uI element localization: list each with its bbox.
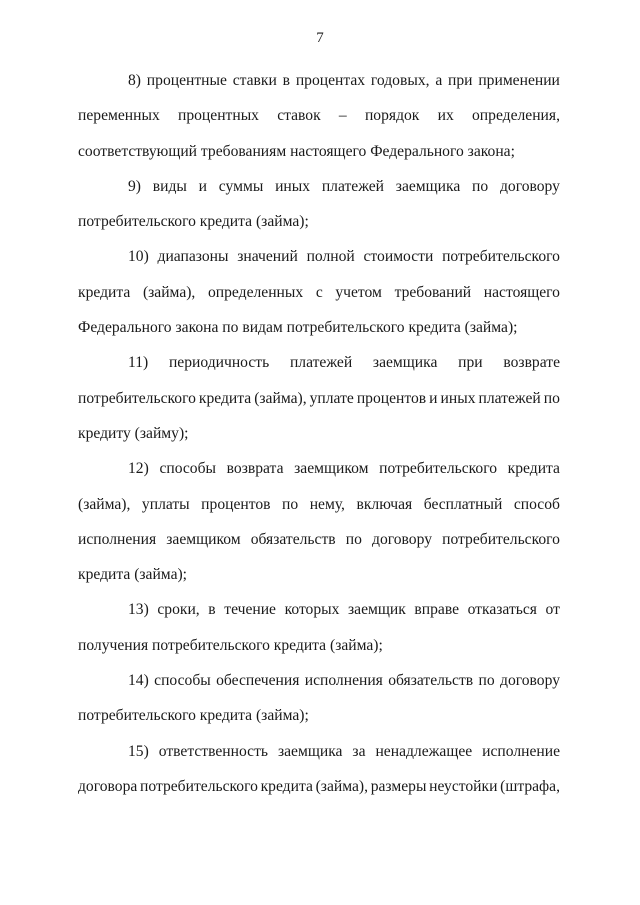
text-line: [78, 169, 560, 204]
text-line: получения потребительского кредита (займа);: [78, 636, 383, 654]
text-line: соответствующий требованиям настоящего Федерального закона;: [78, 142, 515, 160]
word: заемщик: [348, 601, 406, 619]
word: ненадлежащее: [375, 742, 473, 760]
word: договора: [78, 777, 138, 795]
word: ставки: [232, 72, 277, 89]
word: исполнения: [78, 530, 157, 548]
text-line: [78, 451, 560, 486]
text-line: Федерального закона по видам потребительского кредита (займа);: [78, 319, 518, 337]
word: (займа),: [78, 495, 131, 513]
word: обязательств: [388, 672, 474, 690]
text-line: [78, 734, 560, 769]
word: исполнения: [304, 672, 383, 690]
word: вправе: [414, 601, 460, 619]
word: по: [543, 389, 560, 407]
word: 10): [128, 248, 149, 266]
word: нему,: [309, 495, 345, 513]
text-line: [78, 98, 560, 133]
word: договору: [500, 672, 560, 690]
word: заемщиком: [166, 530, 241, 548]
word: неустойки: [429, 777, 498, 795]
word: 15): [128, 742, 149, 760]
word: размеры: [370, 777, 427, 795]
word: потребительского: [78, 389, 196, 407]
word: бесплатный: [423, 495, 503, 513]
word: по: [282, 495, 299, 513]
word: переменных: [78, 107, 160, 125]
word: способы: [159, 460, 217, 478]
word: течение: [224, 601, 276, 619]
word: при: [458, 354, 483, 372]
word: их: [437, 107, 454, 125]
word: виды: [152, 177, 187, 195]
word: за: [352, 742, 366, 760]
word: заемщика: [395, 177, 461, 195]
word: сроки,: [157, 601, 200, 619]
paragraph-item-15: [78, 734, 560, 805]
text-line: потребительского кредита (займа);: [78, 707, 309, 725]
word: кредита: [260, 777, 313, 795]
word: которых: [284, 601, 340, 619]
text-line: потребительского кредита (займа);: [78, 213, 309, 231]
text-line: [78, 769, 560, 804]
word: включая: [356, 495, 413, 513]
word: исполнение: [482, 742, 560, 760]
word: платежей: [321, 177, 385, 195]
word: договору: [499, 177, 560, 195]
text-line: [78, 487, 560, 522]
word: в: [208, 601, 216, 619]
text-line: [78, 63, 560, 98]
word: обеспечения: [216, 672, 300, 690]
text-line: [78, 275, 560, 310]
word: от: [545, 601, 560, 619]
word: процентов: [356, 389, 427, 407]
word: а: [435, 72, 443, 89]
word: определения,: [472, 107, 560, 125]
text-line: [78, 522, 560, 557]
word: кредита: [78, 283, 131, 301]
word: 13): [128, 601, 149, 619]
word: (займа),: [315, 777, 368, 795]
word: ответственность: [158, 742, 269, 760]
word: договору: [372, 530, 432, 548]
paragraph-item-14: [78, 663, 560, 734]
word: стоимости: [363, 248, 434, 266]
word: и: [198, 177, 208, 195]
word: возврате: [503, 354, 560, 372]
text-line: [78, 381, 560, 416]
word: по: [345, 530, 362, 548]
word: кредита: [198, 389, 252, 407]
word: способ: [513, 495, 560, 513]
paragraph-item-12: [78, 451, 560, 592]
word: диапазоны: [157, 248, 229, 266]
paragraph-item-11: [78, 345, 560, 451]
word: 9): [128, 177, 141, 195]
word: иных: [275, 177, 311, 195]
word: процентах: [295, 72, 366, 89]
word: возврата: [226, 460, 284, 478]
word: 11): [128, 354, 149, 372]
text-line: кредиту (займу);: [78, 424, 189, 442]
word: периодичность: [168, 354, 270, 372]
word: 12): [128, 460, 149, 478]
word: полной: [306, 248, 355, 266]
word: иных: [440, 389, 476, 407]
text-line: [78, 592, 560, 627]
word: порядок: [364, 107, 420, 125]
word: при: [448, 72, 473, 89]
word: процентных: [177, 107, 259, 125]
word: по: [472, 177, 489, 195]
word: годовых,: [370, 72, 430, 89]
paragraph-item-10: [78, 239, 560, 345]
paragraph-item-8: [78, 63, 560, 169]
word: потребительского: [442, 248, 560, 266]
page-number: 7: [316, 30, 324, 46]
word: потребительского: [140, 777, 258, 795]
word: суммы: [218, 177, 264, 195]
word: кредита: [507, 460, 560, 478]
word: заемщика: [372, 354, 438, 372]
word: 8): [128, 72, 141, 89]
text-line: кредита (займа);: [78, 566, 188, 584]
word: определенных: [207, 283, 304, 301]
word: по: [478, 672, 495, 690]
paragraph-item-9: [78, 169, 560, 240]
word: обязательств: [250, 530, 336, 548]
word: заемщика: [277, 742, 343, 760]
word: с: [315, 283, 323, 301]
word: платежей: [478, 389, 541, 407]
word: потребительского: [442, 530, 560, 548]
word: уплаты: [141, 495, 190, 513]
word: применении: [478, 72, 560, 89]
text-line: [78, 663, 560, 698]
word: заемщиком: [294, 460, 369, 478]
word: –: [338, 107, 347, 125]
word: платежей: [289, 354, 353, 372]
word: потребительского: [379, 460, 498, 478]
word: (займа),: [142, 283, 196, 301]
word: ставок: [277, 107, 321, 125]
word: настоящего: [483, 283, 560, 301]
word: учетом: [335, 283, 382, 301]
word: отказаться: [467, 601, 537, 619]
word: и: [429, 389, 438, 407]
document-body: [78, 63, 560, 804]
word: (штрафа,: [500, 777, 560, 795]
paragraph-item-13: [78, 592, 560, 663]
text-line: [78, 345, 560, 380]
word: процентные: [146, 72, 227, 89]
word: требований: [394, 283, 472, 301]
word: (займа),: [254, 389, 307, 407]
word: процентов: [201, 495, 271, 513]
word: значений: [237, 248, 298, 266]
text-line: [78, 239, 560, 274]
word: уплате: [309, 389, 354, 407]
word: способы: [154, 672, 211, 690]
word: 14): [128, 672, 149, 690]
word: в: [282, 72, 291, 89]
